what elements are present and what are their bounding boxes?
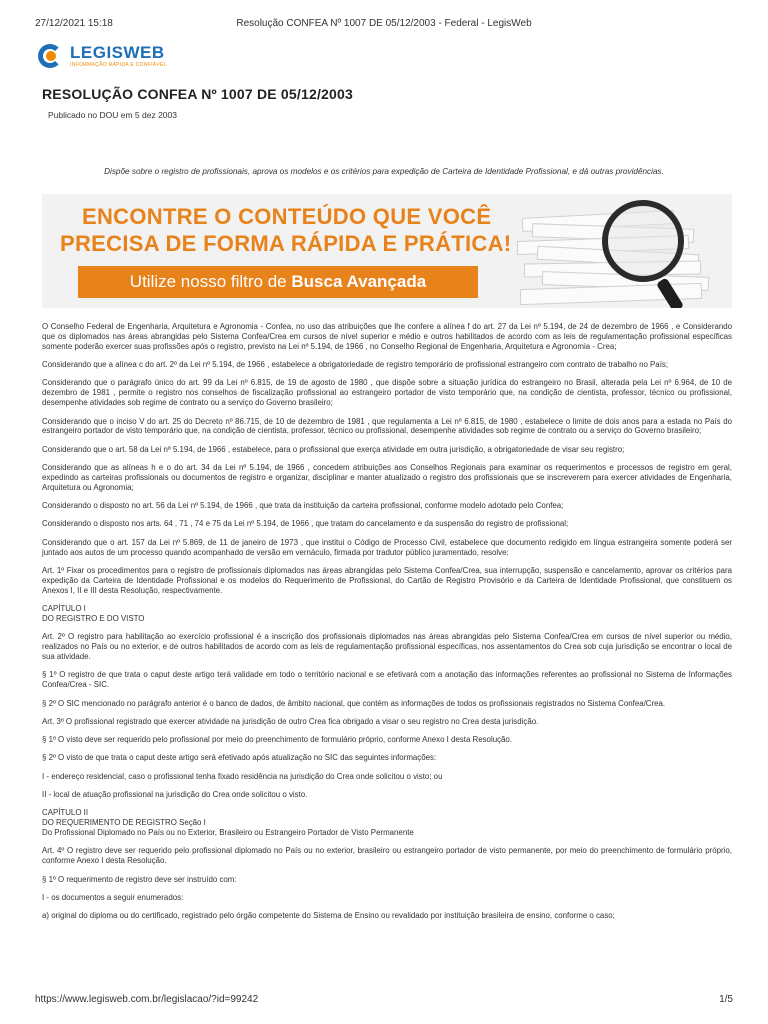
cta-bold: Busca Avançada: [291, 272, 427, 291]
document-body: [42, 322, 732, 930]
paragraph: § 1º O requerimento de registro deve ser instruído com:: [42, 874, 237, 884]
paragraph: Considerando que o art. 58 da Lei nº 5.194, de 1966 , estabelece, para o profissional que exerça atividade em outra jurisdição, a obrigatoriedade de visar seu registro;: [42, 444, 625, 454]
paragraph: Considerando o disposto no art. 56 da Lei nº 5.194, de 1966 , que trata da instituição da carteira profissional, conforme modelo adotado pelo Confea;: [42, 501, 564, 511]
banner-cta-button[interactable]: [78, 266, 478, 298]
paragraph: Art. 4º O registro deve ser requerido pelo profissional diplomado no País ou no exterior, brasileiro ou estrangeiro portador de visto permanente, por meio do preenchimento de formulário próprio, conforme Anexo I desta Resolução.: [42, 846, 732, 866]
paragraph: Art. 3º O profissional registrado que exercer atividade na jurisdição de outro Crea fica obrigado a visar o seu registro no Crea desta jurisdição.: [42, 716, 539, 726]
chapter-label: CAPÍTULO I: [42, 604, 86, 614]
paragraph: Considerando que as alíneas h e o do art. 34 da Lei nº 5.194, de 1966 , concedem atribuições aos Conselhos Regionais para examinar os requerimentos e processos de registro em geral, expedindo as carteiras profissionais ou documentos de registro e organizar, disciplinar e manter atualizado o registro dos profissionais que se inscreverem para exercer atividades de Engenharia, Arquitetura ou Agronomia;: [42, 463, 732, 492]
paragraph: § 1º O visto deve ser requerido pelo profissional por meio do preenchimento de formulário próprio, conforme Anexo I desta Resolução.: [42, 735, 513, 745]
paragraph: Considerando o disposto nos arts. 64 , 71 , 74 e 75 da Lei nº 5.194, de 1966 , que tratam do cancelamento e da suspensão do registro de profissional;: [42, 519, 569, 529]
ementa: Dispõe sobre o registro de profissionais, aprova os modelos e os critérios para expedição de Carteira de Identidade Profissional, e dá outras providências.: [104, 167, 664, 176]
page-number: 1/5: [719, 994, 733, 1005]
logo-name-part2: WEB: [123, 43, 165, 62]
chapter-title: DO REQUERIMENTO DE REGISTRO Seção I: [42, 818, 206, 828]
paragraph: Considerando que o inciso V do art. 25 do Decreto nº 86.715, de 10 de dezembro de 1981 , que regulamenta a Lei nº 6.815, de 1980 , estabelece o limite de dois anos para a estada no País do estrangeiro portador de visto temporário que, na condição de cientista, professor, técnico ou profissional, desempenhe atividades sob regime de contrato ou a serviço do Governo brasileiro;: [42, 416, 732, 436]
chapter-label: CAPÍTULO II: [42, 808, 89, 818]
paragraph: Art. 2º O registro para habilitação ao exercício profissional é a inscrição dos profissionais diplomados nas áreas abrangidas pelo Sistema Confea/Crea em cursos de nível superior ou médio, realizados no País ou no exterior, e de outros habilitados de acordo com as leis de regulamentação profissional específicas, nos assentamentos do Crea sob cuja jurisdição se encontrar o local de sua atividade.: [42, 632, 732, 662]
chapter-title: DO REGISTRO E DO VISTO: [42, 613, 145, 623]
paragraph: Art. 1º Fixar os procedimentos para o registro de profissionais diplomados nas áreas abrangidas pelo Sistema Confea/Crea, sua interrupção, suspensão e cancelamento, aprovar os critérios para expedição da Carteira de Identidade Profissional e os modelos do Requerimento de Profissional, do Cartão de Registro Provisório e da Carteira de Identidade Profissional, que constituem os Anexos I, II e III desta Resolução, respectivamente.: [42, 565, 732, 595]
published-info: Publicado no DOU em 5 dez 2003: [48, 110, 177, 120]
paragraph: I - endereço residencial, caso o profissional tenha fixado residência na jurisdição do Crea onde solicitou o visto; ou: [42, 771, 443, 781]
logo-tagline: INFORMAÇÃO RÁPIDA E CONFIÁVEL: [70, 62, 167, 68]
logo-mark-icon: [38, 42, 66, 70]
paragraph: a) original do diploma ou do certificado, registrado pelo órgão competente do Sistema de Ensino ou revalidado por instituição brasileira de ensino, conforme o caso;: [42, 911, 615, 921]
section-subtitle: Do Profissional Diplomado no País ou no Exterior, Brasileiro ou Estrangeiro Portador de Visto Permanente: [42, 828, 414, 838]
page-url: https://www.legisweb.com.br/legislacao/?id=99242: [35, 994, 259, 1005]
paragraph: § 1º O registro de que trata o caput deste artigo terá validade em todo o território nacional e se efetivará com a anotação das informações referentes ao profissional no Sistema de Informações Confea/Crea - SIC.: [42, 670, 732, 690]
document-title: RESOLUÇÃO CONFEA Nº 1007 DE 05/12/2003: [42, 86, 353, 102]
paragraph: II - local de atuação profissional na jurisdição do Crea onde solicitou o visto.: [42, 790, 308, 800]
magnifier-icon: [602, 200, 684, 282]
paragraph: § 2º O visto de que trata o caput deste artigo será efetivado após atualização no SIC das seguintes informações:: [42, 753, 437, 763]
paragraph: Considerando que o art. 157 da Lei nº 5.869, de 11 de janeiro de 1973 , que institui o Código de Processo Civil, estabelece que documento redigido em língua estrangeira somente poderá ser juntado aos autos de um processo quando acompanhado de versão em vernáculo, firmada por tradutor público juramentado, resolve:: [42, 537, 732, 557]
paragraph: Considerando que o parágrafo único do art. 99 da Lei nº 6.815, de 19 de agosto de 1980 , que dispõe sobre a situação jurídica do estrangeiro no Brasil, alterada pela Lei nº 6.964, de 10 de dezembro de 1981 , permite o registro nos conselhos de fiscalização profissional ao estrangeiro portador de visto temporário que, na condição de cientista, professor, técnico ou profissional, desempenhe atividades sob regime de contrato ou a serviço do Governo brasileiro;: [42, 378, 732, 408]
advanced-search-banner[interactable]: [42, 194, 732, 308]
print-datetime: 27/12/2021 15:18: [35, 18, 113, 29]
cta-prefix: Utilize nosso filtro de: [129, 272, 292, 291]
paragraph: O Conselho Federal de Engenharia, Arquitetura e Agronomia - Confea, no uso das atribuições que lhe confere a alínea f do art. 27 da Lei nº 5.194, de 24 de dezembro de 1966 , e Considerando que os diplomados nas áreas abrangidas pelo Sistema Confea/Crea em cursos de nível superior e médio e outros habilitados de acordo com as leis de regulamentação profissional específicas somente poderão exercer suas profissões após o registro, previsto na Lei nº 5.194, de 1966 , no Conselho Regional de Engenharia, Arquitetura e Agronomia - Crea;: [42, 322, 732, 351]
print-title: Resolução CONFEA Nº 1007 DE 05/12/2003 - Federal - LegisWeb: [236, 18, 532, 29]
paragraph: § 2º O SIC mencionado no parágrafo anterior é o banco de dados, de âmbito nacional, que contém as informações de todos os profissionais registrados no Sistema Confea/Crea.: [42, 698, 666, 708]
logo-name-part1: LEGIS: [70, 43, 124, 62]
paragraph: Considerando que a alínea c do art. 2º da Lei nº 5.194, de 1966 , estabelece a obrigatoriedade de registro temporário de profissional estrangeiro com contrato de trabalho no País;: [42, 360, 669, 370]
legisweb-logo[interactable]: [38, 38, 167, 74]
banner-line2: PRECISA DE FORMA RÁPIDA E PRÁTICA!: [60, 231, 512, 256]
paragraph: I - os documentos a seguir enumerados:: [42, 892, 184, 902]
banner-line1: ENCONTRE O CONTEÚDO QUE VOCÊ: [82, 204, 492, 229]
print-header: [0, 0, 768, 28]
